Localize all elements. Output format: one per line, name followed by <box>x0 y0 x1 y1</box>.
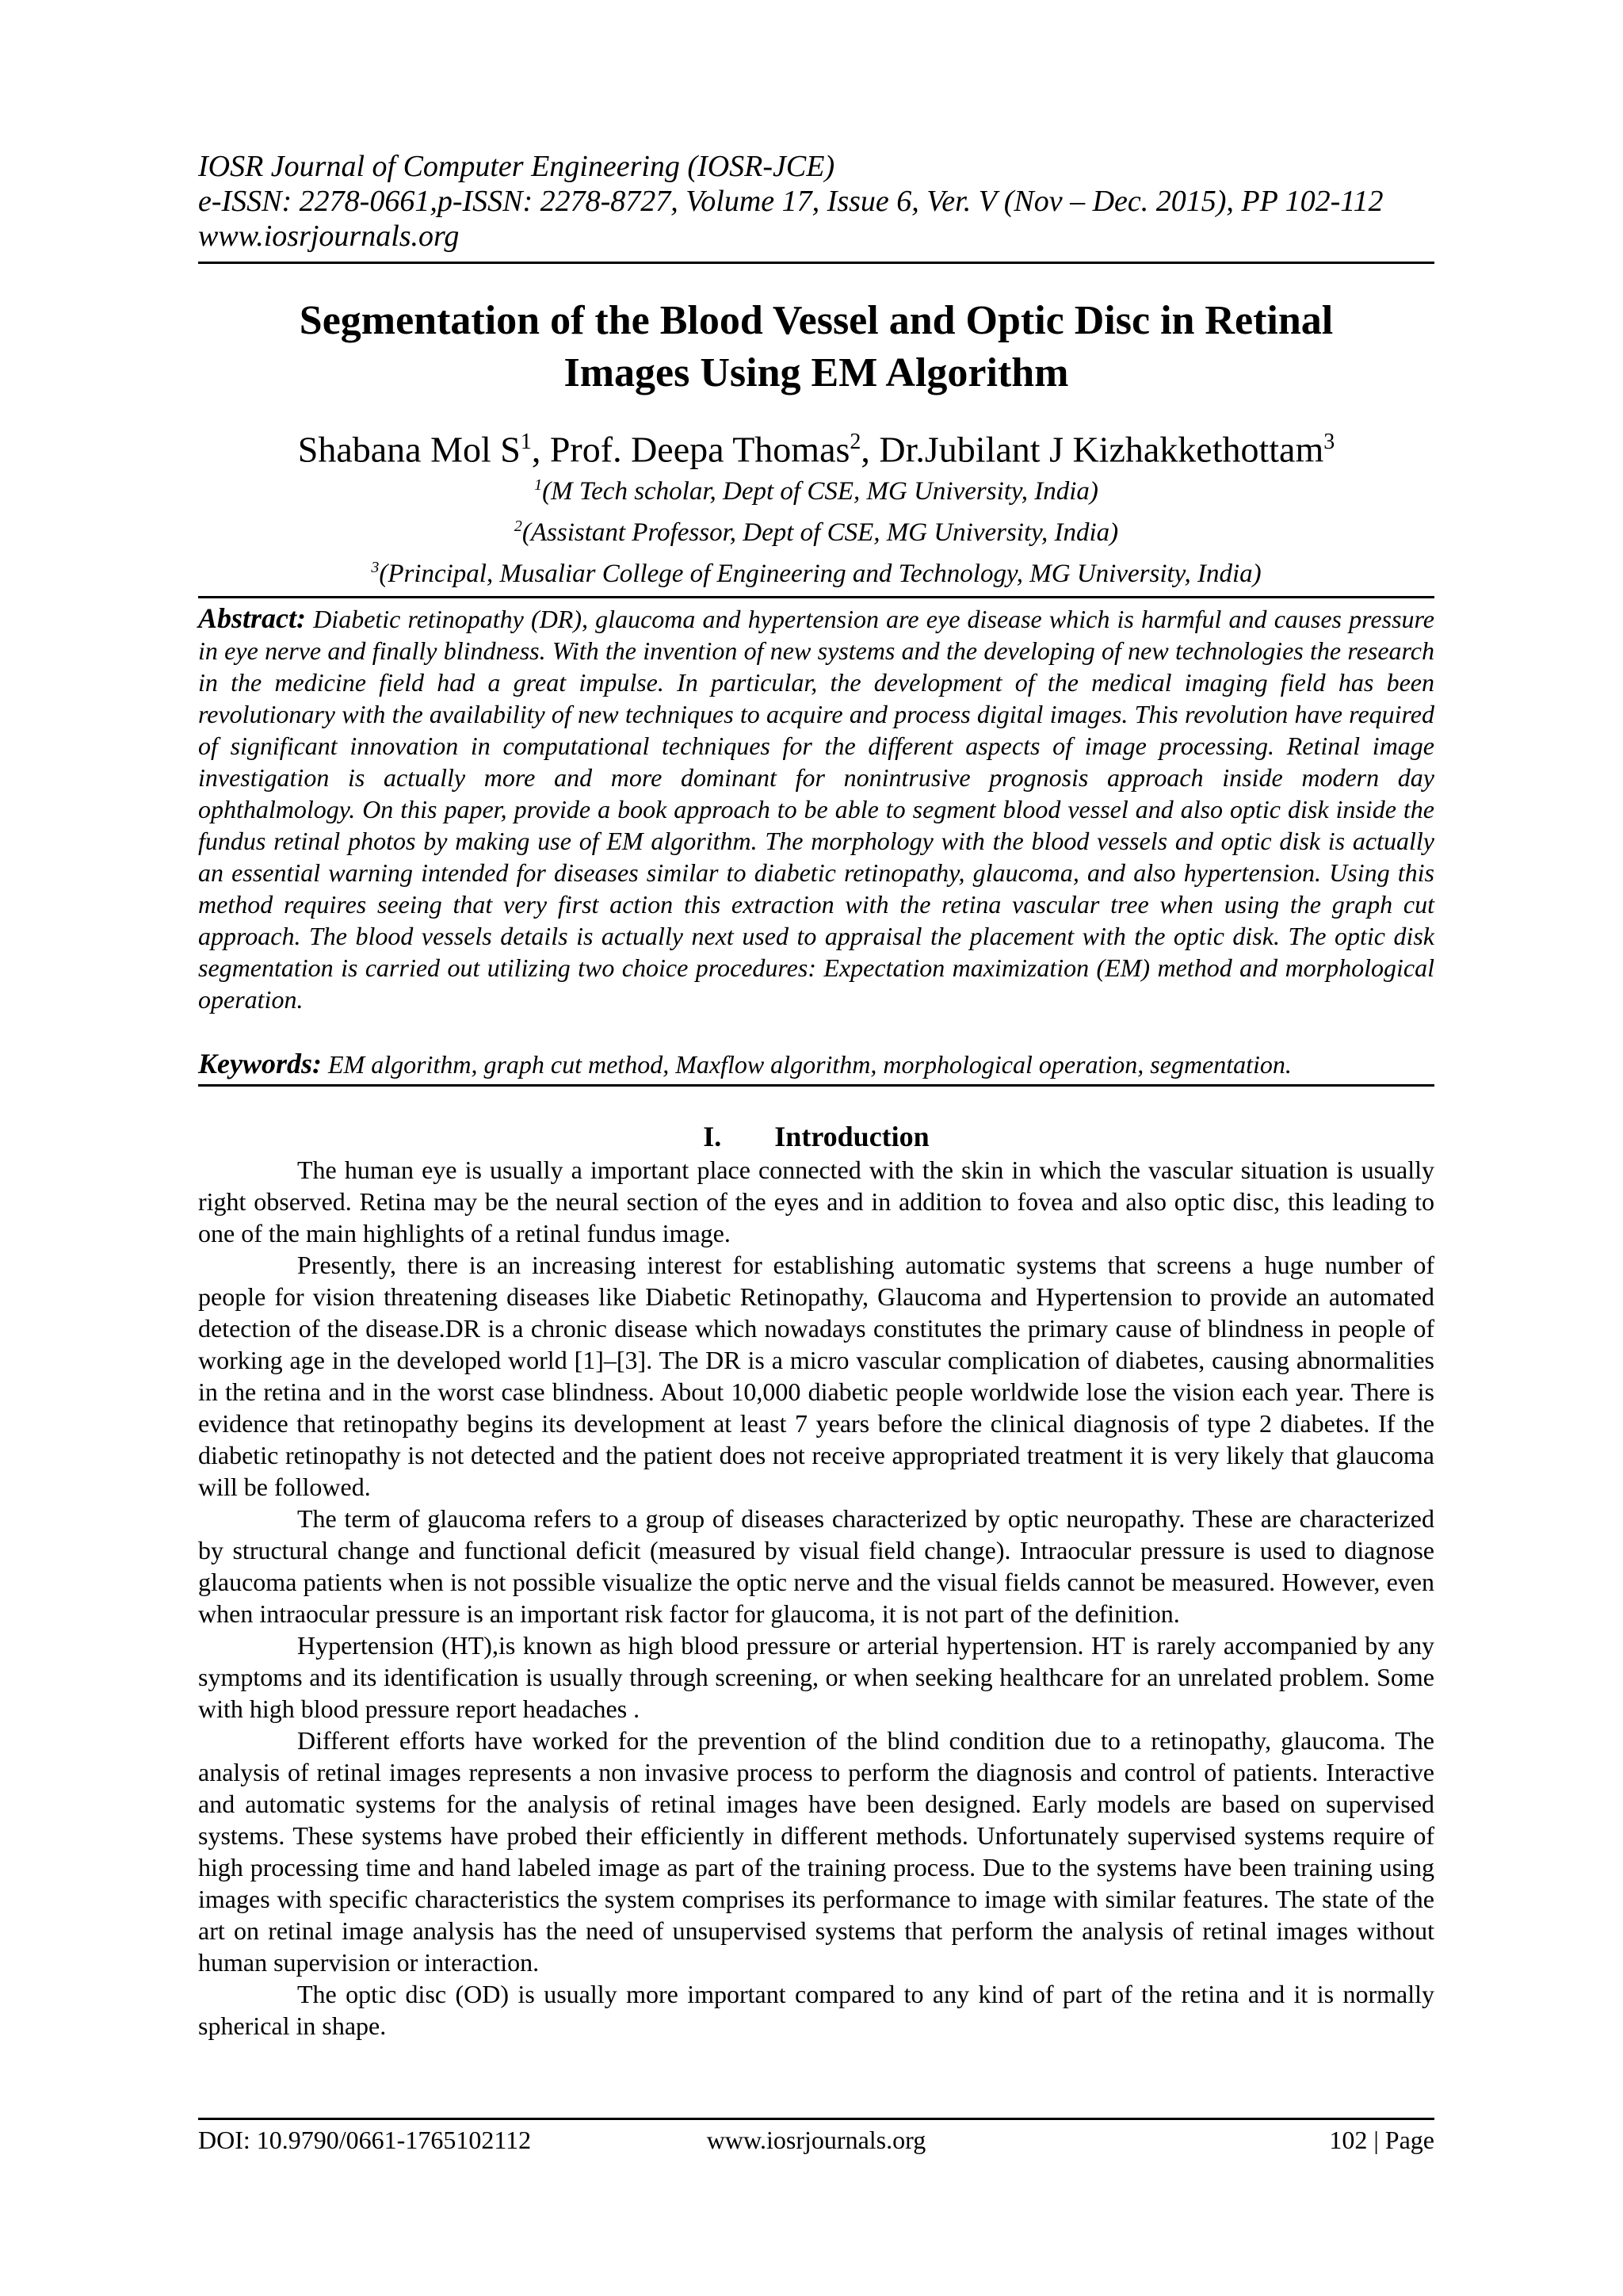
affiliation-2-mark: 2 <box>514 518 522 535</box>
abstract-text: Diabetic retinopathy (DR), glaucoma and hypertension are eye disease which is harmful and causes pressure in eye nerve and finally blindness. With the invention of new systems and the developing of new technologies the research in the medicine field had a great impulse. In particular, the development of the medical imaging field has been revolutionary with the availability of new techniques to acquire and process digital images. This revolution have required of significant innovation in computational techniques for the different aspects of image processing. Retinal image investigation is actually more and more dominant for nonintrusive prognosis approach inside modern day ophthalmology. On this paper, provide a book approach to be able to segment blood vessel and also optic disk inside the fundus retinal photos by making use of EM algorithm. The morphology with the blood vessels and optic disk is actually an essential warning intended for diseases similar to diabetic retinopathy, glaucoma, and also hypertension. Using this method requires seeing that very first action this extraction with the retina vascular tree when using the graph cut approach. The blood vessels details is actually next used to appraisal the placement with the optic disk. The optic disk segmentation is carried out utilizing two choice procedures: Expectation maximization (EM) method and morphological operation. <box>198 605 1435 1014</box>
author-1: Shabana Mol S <box>297 429 521 470</box>
author-2: , Prof. Deepa Thomas <box>531 429 850 470</box>
abstract <box>198 602 1434 1015</box>
abstract-label: Abstract: <box>198 602 307 634</box>
affiliation-3-text: (Principal, Musaliar College of Engineering and Technology, MG University, India) <box>379 560 1262 588</box>
paper-title-line-1: Segmentation of the Blood Vessel and Optic Disc in Retinal <box>299 298 1334 343</box>
section-title: Introduction <box>774 1121 930 1152</box>
paper-title-line-2: Images Using EM Algorithm <box>563 350 1069 395</box>
journal-website: www.iosrjournals.org <box>198 220 460 253</box>
journal-name: IOSR Journal of Computer Engineering (IOSR-JCE) <box>198 150 835 183</box>
paragraph: Presently, there is an increasing interest for establishing automatic systems that screens a huge number of people for vision threatening diseases like Diabetic Retinopathy, Glaucoma and Hypertension to provide an automated detection of the disease.DR is a chronic disease which nowadays constitutes the primary cause of blindness in people of working age in the developed world [1]–[3]. The DR is a micro vascular complication of diabetes, causing abnormalities in the retina and in the worst case blindness. About 10,000 diabetic people worldwide lose the vision each year. There is evidence that retinopathy begins its development at least 7 years before the clinical diagnosis of type 2 diabetes. If the diabetic retinopathy is not detected and the patient does not receive appropriated treatment it is very likely that glaucoma will be followed. <box>198 1251 1434 1501</box>
keywords-text: EM algorithm, graph cut method, Maxflow algorithm, morphological operation, segmentation. <box>328 1050 1292 1079</box>
affiliation-3 <box>198 550 1434 591</box>
abstract-top-rule <box>198 596 1434 598</box>
body-text <box>198 1154 1434 2042</box>
paragraph: The human eye is usually a important place connected with the skin in which the vascular situation is usually right observed. Retina may be the neural section of the eyes and in addition to fovea and also optic disc, this leading to one of the main highlights of a retinal fundus image. <box>198 1156 1434 1247</box>
author-list <box>198 420 1434 472</box>
paragraph: Hypertension (HT),is known as high blood pressure or arterial hypertension. HT is rarely accompanied by any symptoms and its identification is usually through screening, or when seeking healthcare for an unrelated problem. Some with high blood pressure report headaches . <box>198 1631 1434 1723</box>
footer-rule <box>198 2118 1434 2120</box>
affiliation-2-text: (Assistant Professor, Dept of CSE, MG University, India) <box>521 518 1119 547</box>
keywords <box>198 1048 1434 1080</box>
affiliation-1 <box>198 468 1434 509</box>
author-1-affil-mark: 1 <box>520 430 532 454</box>
journal-header <box>198 149 1384 254</box>
affiliation-1-text: (M Tech scholar, Dept of CSE, MG University, India) <box>542 477 1098 506</box>
journal-issn: e-ISSN: 2278-0661,p-ISSN: 2278-8727, Volume 17, Issue 6, Ver. V (Nov – Dec. 2015), PP 102-112 <box>198 185 1384 218</box>
footer-page-number: 102 | Page <box>1329 2126 1434 2154</box>
header-rule <box>198 262 1434 264</box>
affiliation-2 <box>198 509 1434 550</box>
keywords-label: Keywords: <box>198 1048 322 1079</box>
author-2-affil-mark: 2 <box>850 430 861 454</box>
footer-website: www.iosrjournals.org <box>706 2126 926 2154</box>
paragraph: The term of glaucoma refers to a group of diseases characterized by optic neuropathy. These are characterized by structural change and functional deficit (measured by visual field change). Intraocular pressure is used to diagnose glaucoma patients when is not possible visualize the optic nerve and the visual fields cannot be measured. However, even when intraocular pressure is an important risk factor for glaucoma, it is not part of the definition. <box>198 1504 1434 1628</box>
affiliations <box>198 468 1434 591</box>
section-number: I. <box>703 1121 722 1152</box>
keywords-bottom-rule <box>198 1084 1434 1087</box>
paper-title <box>198 295 1434 399</box>
affiliation-3-mark: 3 <box>371 559 380 576</box>
author-3: , Dr.Jubilant J Kizhakkethottam <box>861 429 1324 470</box>
footer-doi: DOI: 10.9790/0661-1765102112 <box>198 2126 532 2154</box>
paragraph: Different efforts have worked for the prevention of the blind condition due to a retinopathy, glaucoma. The analysis of retinal images represents a non invasive process to perform the diagnosis and control of patients. Interactive and automatic systems for the analysis of retinal images have been designed. Early models are based on supervised systems. These systems have probed their efficiently in different methods. Unfortunately supervised systems require of high processing time and hand labeled image as part of the training process. Due to the systems have been training using images with specific characteristics the system comprises its performance to image with similar features. The state of the art on retinal image analysis has the need of unsupervised systems that perform the analysis of retinal images without human supervision or interaction. <box>198 1726 1434 1977</box>
author-3-affil-mark: 3 <box>1323 430 1335 454</box>
affiliation-1-mark: 1 <box>534 476 543 494</box>
paragraph: The optic disc (OD) is usually more important compared to any kind of part of the retina and it is normally spherical in shape. <box>198 1980 1434 2040</box>
section-heading <box>198 1119 1434 1154</box>
